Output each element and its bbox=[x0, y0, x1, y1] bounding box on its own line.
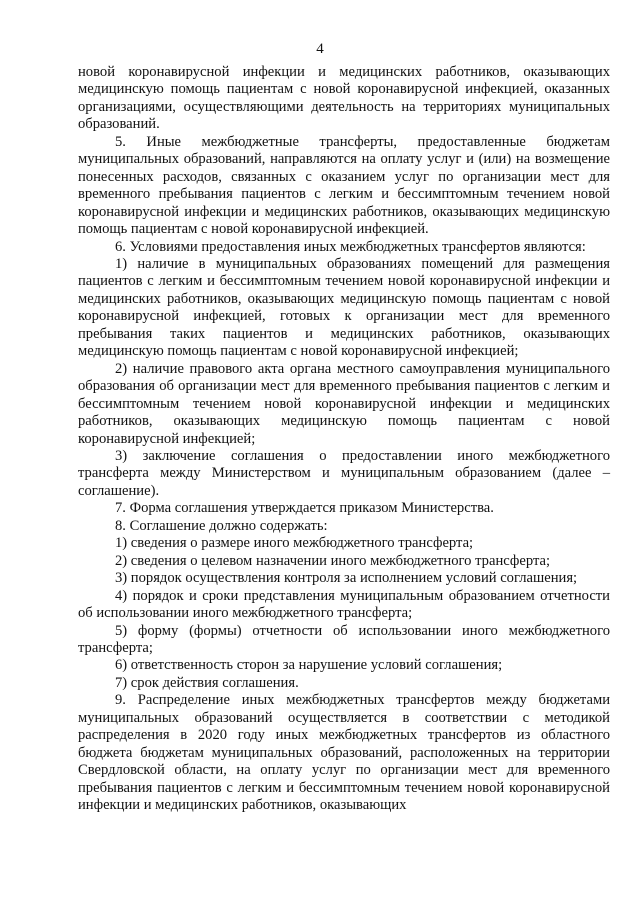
paragraph-clause-8-item-5: 5) форму (формы) отчетности об использовании иного межбюджетного трансферта; bbox=[78, 622, 610, 656]
paragraph-clause-8: 8. Соглашение должно содержать: bbox=[115, 517, 328, 534]
page-number: 4 bbox=[316, 41, 324, 57]
paragraph-clause-6: 6. Условиями предоставления иных межбюджетных трансфертов являются: bbox=[115, 238, 586, 255]
document-body bbox=[78, 64, 610, 814]
paragraph-clause-6-item-2: 2) наличие правового акта органа местного самоуправления муниципального образования об организации мест для временного пребывания пациентов с легким и бессимптомным течением новой коронавирусной инфекции и медицинских работников, оказывающих медицинскую помощь пациентам с новой коронавирусной инфекцией; bbox=[78, 360, 610, 447]
paragraph-clause-5: 5. Иные межбюджетные трансферты, предоставленные бюджетам муниципальных образований, направляются на оплату услуг и (или) на возмещение понесенных расходов, связанных с оказанием услуг по организации мест для временного пребывания пациентов с легким и бессимптомным течением новой коронавирусной инфекции и медицинских работников, оказывающих медицинскую помощь пациентам с новой коронавирусной инфекцией. bbox=[78, 133, 610, 238]
paragraph-clause-8-item-3: 3) порядок осуществления контроля за исполнением условий соглашения; bbox=[115, 570, 578, 587]
paragraph-clause-8-item-7: 7) срок действия соглашения. bbox=[115, 674, 299, 691]
paragraph-clause-8-item-4: 4) порядок и сроки представления муниципальным образованием отчетности об использовании иного межбюджетного трансферта; bbox=[78, 587, 610, 622]
paragraph-clause-6-item-1: 1) наличие в муниципальных образованиях помещений для размещения пациентов с легким и бессимптомным течением новой коронавирусной инфекции и медицинских работников, оказывающих медицинскую помощь пациентам с новой коронавирусной инфекцией, готовых к организации мест для временного пребывания таких пациентов и медицинских работников, оказывающих медицинскую помощь пациентам с новой коронавирусной инфекцией; bbox=[78, 255, 610, 360]
paragraph-clause-8-item-2: 2) сведения о целевом назначении иного межбюджетного трансферта; bbox=[115, 552, 551, 569]
paragraph-clause-6-item-3: 3) заключение соглашения о предоставлении иного межбюджетного трансферта между Министерством и муниципальным образованием (далее – соглашение). bbox=[78, 447, 610, 499]
paragraph-clause-7: 7. Форма соглашения утверждается приказом Министерства. bbox=[115, 500, 494, 517]
paragraph-continuation: новой коронавирусной инфекции и медицинских работников, оказывающих медицинскую помощь пациентам с новой коронавирусной инфекцией, оказанных организациями, осуществляющими деятельность на территориях муниципальных образований. bbox=[78, 64, 610, 133]
paragraph-clause-9: 9. Распределение иных межбюджетных трансфертов между бюджетами муниципальных образований осуществляется в соответствии с методикой распределения в 2020 году иных межбюджетных трансфертов из областного бюджета бюджетам муниципальных образований, расположенных на территории Свердловской области, на оплату услуг по организации мест для временного пребывания пациентов с легким и бессимптомным течением новой коронавирусной инфекции и медицинских работников, оказывающих bbox=[78, 692, 610, 814]
paragraph-clause-8-item-1: 1) сведения о размере иного межбюджетного трансферта; bbox=[115, 535, 474, 552]
paragraph-clause-8-item-6: 6) ответственность сторон за нарушение условий соглашения; bbox=[115, 657, 503, 674]
